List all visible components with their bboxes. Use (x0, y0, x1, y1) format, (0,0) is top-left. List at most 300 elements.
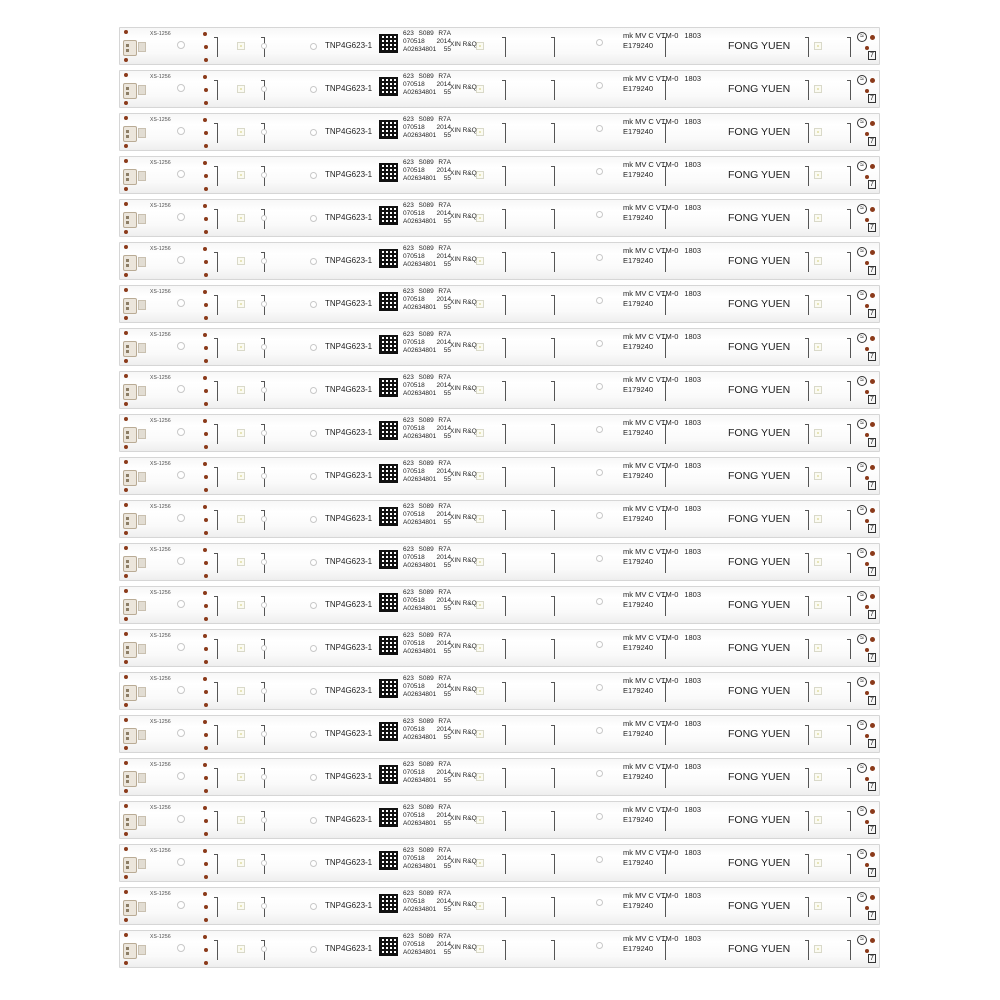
mount-hole (261, 774, 267, 780)
lot-line (403, 433, 451, 441)
led-chip (814, 601, 822, 609)
connector-pad (138, 214, 146, 224)
mount-hole (261, 430, 267, 436)
mount-hole (596, 168, 603, 175)
lot-left: 623 (403, 890, 414, 897)
cert-rating: mk MV C VTM-0 (623, 719, 679, 728)
cert-line-1 (623, 676, 701, 686)
lot-line (403, 390, 451, 398)
trace-tick (847, 768, 850, 769)
trace-tick (502, 295, 505, 296)
lot-right: R7A (438, 30, 451, 37)
lot-left: 070518 (403, 253, 425, 260)
solder-dot (203, 634, 207, 638)
cert-line-1 (623, 332, 701, 342)
mount-hole (310, 172, 317, 179)
lot-middle: S089 (418, 632, 434, 639)
trace-tick (214, 252, 217, 253)
mount-hole (310, 215, 317, 222)
led-chip (814, 945, 822, 953)
cert-date: 1803 (684, 719, 701, 728)
lot-left: A02634801 (403, 820, 437, 827)
lot-left: 070518 (403, 554, 425, 561)
cert-line-1 (623, 934, 701, 944)
lot-right: R7A (438, 761, 451, 768)
mount-hole (310, 129, 317, 136)
trace-mark (554, 510, 555, 530)
certification-text (623, 504, 701, 524)
certification-text (623, 289, 701, 309)
rank-mark: 7 (868, 266, 876, 275)
mount-hole (177, 385, 185, 393)
led-chip (237, 601, 245, 609)
mount-hole (596, 340, 603, 347)
cert-rating: mk MV C VTM-0 (623, 246, 679, 255)
solder-dot (203, 505, 207, 509)
lot-code (403, 116, 451, 140)
model-code: TNP4G623-1 (325, 858, 373, 867)
model-code: TNP4G623-1 (325, 729, 373, 738)
trace-tick (551, 424, 554, 425)
qr-code (379, 292, 398, 311)
led-chip (237, 859, 245, 867)
trace-mark (505, 209, 506, 229)
trace-mark (850, 768, 851, 788)
trace-tick (551, 123, 554, 124)
solder-dot (870, 895, 875, 900)
led-strip (119, 414, 880, 452)
solder-dot (865, 347, 869, 351)
lot-middle: S089 (418, 159, 434, 166)
led-chip (476, 300, 484, 308)
lot-middle: S089 (418, 503, 434, 510)
brand-name: FONG YUEN (728, 427, 791, 439)
mount-hole (596, 254, 603, 261)
solder-dot (124, 359, 128, 363)
cert-rating: mk MV C VTM-0 (623, 117, 679, 126)
trace-mark (505, 123, 506, 143)
mount-hole (261, 860, 267, 866)
solder-dot (124, 789, 128, 793)
mount-hole (310, 602, 317, 609)
connector-label: XS-1256 (150, 332, 171, 338)
trace-tick (502, 381, 505, 382)
lot-code (403, 890, 451, 914)
model-code: TNP4G623-1 (325, 471, 373, 480)
trace-mark (808, 897, 809, 917)
trace-tick (805, 37, 808, 38)
trace-tick (805, 682, 808, 683)
trace-tick (551, 682, 554, 683)
solder-dot (870, 293, 875, 298)
lot-right: R7A (438, 73, 451, 80)
cert-file-number: E179240 (623, 729, 654, 738)
lot-line (403, 339, 451, 347)
mount-hole (177, 815, 185, 823)
connector-pad (138, 300, 146, 310)
lot-code (403, 589, 451, 613)
solder-dot (865, 46, 869, 50)
lot-middle: S089 (418, 30, 434, 37)
trace-tick (214, 682, 217, 683)
trace-mark (554, 252, 555, 272)
trace-mark (217, 510, 218, 530)
rank-mark: 7 (868, 782, 876, 791)
led-chip (814, 429, 822, 437)
trace-tick (502, 37, 505, 38)
lot-line (403, 167, 451, 175)
solder-dot (124, 245, 128, 249)
mount-hole (310, 559, 317, 566)
lot-line (403, 726, 451, 734)
lot-line (403, 632, 451, 640)
trace-mark (850, 940, 851, 960)
solder-dot (865, 906, 869, 910)
rank-mark: 7 (868, 868, 876, 877)
lot-line (403, 648, 451, 656)
solder-dot (124, 933, 128, 937)
rank-mark: 7 (868, 51, 876, 60)
solder-dot (124, 202, 128, 206)
led-strip (119, 242, 880, 280)
solder-dot (204, 475, 208, 479)
solder-dot (203, 591, 207, 595)
trace-mark (505, 381, 506, 401)
solder-dot (870, 508, 875, 513)
solder-dot (124, 187, 128, 191)
lot-left: 070518 (403, 81, 425, 88)
trace-tick (214, 768, 217, 769)
solder-dot (124, 488, 128, 492)
cert-line-1 (623, 590, 701, 600)
trace-mark (505, 811, 506, 831)
solder-dot (204, 703, 208, 707)
cert-line-1 (623, 375, 701, 385)
trace-tick (805, 467, 808, 468)
solder-dot (124, 703, 128, 707)
trace-tick (261, 854, 264, 855)
trace-tick (261, 338, 264, 339)
trace-tick (847, 252, 850, 253)
lot-left: 623 (403, 159, 414, 166)
mount-hole (177, 213, 185, 221)
cert-file-number: E179240 (623, 643, 654, 652)
solder-dot (124, 288, 128, 292)
trace-mark (808, 424, 809, 444)
trace-tick (551, 639, 554, 640)
trace-tick (847, 381, 850, 382)
trace-mark (850, 854, 851, 874)
model-code: TNP4G623-1 (325, 256, 373, 265)
certification-text (623, 461, 701, 481)
solder-dot (204, 918, 208, 922)
lot-left: 623 (403, 417, 414, 424)
mount-hole (177, 471, 185, 479)
lot-left: A02634801 (403, 347, 437, 354)
solder-dot (124, 116, 128, 120)
solder-dot (124, 460, 128, 464)
recycle-icon: ≈ (857, 462, 867, 472)
trace-tick (847, 80, 850, 81)
trace-tick (551, 338, 554, 339)
led-chip (476, 429, 484, 437)
connector-label: XS-1256 (150, 160, 171, 166)
led-chip (237, 386, 245, 394)
lot-right: 2014 (436, 554, 451, 561)
lot-line (403, 941, 451, 949)
lot-line (403, 288, 451, 296)
cert-date: 1803 (684, 31, 701, 40)
lot-middle: S089 (418, 460, 434, 467)
lot-middle: S089 (418, 288, 434, 295)
led-strip (119, 672, 880, 710)
brand-name: FONG YUEN (728, 513, 791, 525)
cert-rating: mk MV C VTM-0 (623, 934, 679, 943)
solder-dot (203, 806, 207, 810)
led-chip (237, 128, 245, 136)
trace-mark (808, 467, 809, 487)
lot-right: 55 (443, 89, 451, 96)
mount-hole (261, 344, 267, 350)
mount-hole (310, 430, 317, 437)
trace-tick (261, 811, 264, 812)
trace-tick (261, 123, 264, 124)
lot-right: R7A (438, 245, 451, 252)
recycle-icon: ≈ (857, 247, 867, 257)
trace-tick (502, 166, 505, 167)
lot-code (403, 288, 451, 312)
cert-line-1 (623, 504, 701, 514)
solder-dot (204, 832, 208, 836)
solder-dot (124, 918, 128, 922)
trace-mark (808, 811, 809, 831)
trace-tick (847, 209, 850, 210)
lot-line (403, 132, 451, 140)
cert-line-1 (623, 461, 701, 471)
qr-code (379, 636, 398, 655)
trace-mark (505, 80, 506, 100)
connector-pad (138, 472, 146, 482)
solder-dot (203, 935, 207, 939)
connector-pad (138, 515, 146, 525)
cert-file-number: E179240 (623, 600, 654, 609)
certification-text (623, 117, 701, 137)
trace-tick (261, 37, 264, 38)
manufacturer-label: XIN R&Q (450, 815, 477, 822)
lot-line (403, 847, 451, 855)
cert-date: 1803 (684, 547, 701, 556)
solder-dot (203, 548, 207, 552)
mount-hole (596, 512, 603, 519)
cert-date: 1803 (684, 461, 701, 470)
lot-code (403, 331, 451, 355)
mount-hole (596, 555, 603, 562)
connector-label: XS-1256 (150, 633, 171, 639)
trace-mark (217, 209, 218, 229)
brand-name: FONG YUEN (728, 556, 791, 568)
solder-dot (124, 316, 128, 320)
trace-tick (214, 553, 217, 554)
solder-dot (865, 175, 869, 179)
led-strip (119, 199, 880, 237)
trace-tick (551, 166, 554, 167)
manufacturer-label: XIN R&Q (450, 729, 477, 736)
trace-mark (217, 725, 218, 745)
mount-hole (177, 170, 185, 178)
connector-pad (138, 902, 146, 912)
lot-right: 55 (443, 519, 451, 526)
solder-dot (204, 45, 208, 49)
lot-middle: S089 (418, 804, 434, 811)
trace-tick (261, 940, 264, 941)
lot-right: 2014 (436, 941, 451, 948)
trace-mark (505, 897, 506, 917)
solder-dot (203, 333, 207, 337)
model-code: TNP4G623-1 (325, 299, 373, 308)
trace-mark (850, 252, 851, 272)
lot-right: R7A (438, 503, 451, 510)
trace-mark (554, 897, 555, 917)
mount-hole (261, 172, 267, 178)
trace-mark (850, 381, 851, 401)
lot-left: 070518 (403, 339, 425, 346)
cert-rating: mk MV C VTM-0 (623, 547, 679, 556)
cert-rating: mk MV C VTM-0 (623, 332, 679, 341)
rank-mark: 7 (868, 352, 876, 361)
trace-mark (217, 80, 218, 100)
brand-name: FONG YUEN (728, 728, 791, 740)
trace-tick (261, 553, 264, 554)
led-chip (237, 902, 245, 910)
recycle-icon: ≈ (857, 204, 867, 214)
recycle-icon: ≈ (857, 290, 867, 300)
lot-left: A02634801 (403, 433, 437, 440)
solder-dot (865, 605, 869, 609)
trace-tick (502, 811, 505, 812)
trace-tick (805, 381, 808, 382)
lot-left: 623 (403, 288, 414, 295)
connector-label: XS-1256 (150, 676, 171, 682)
recycle-icon: ≈ (857, 505, 867, 515)
trace-mark (808, 37, 809, 57)
solder-dot (203, 32, 207, 36)
cert-file-number: E179240 (623, 127, 654, 136)
lot-left: A02634801 (403, 734, 437, 741)
certification-text (623, 676, 701, 696)
recycle-icon: ≈ (857, 763, 867, 773)
solder-dot (204, 101, 208, 105)
lot-middle: S089 (418, 675, 434, 682)
connector-label: XS-1256 (150, 461, 171, 467)
rank-mark: 7 (868, 94, 876, 103)
lot-left: A02634801 (403, 261, 437, 268)
trace-mark (554, 940, 555, 960)
lot-right: 2014 (436, 425, 451, 432)
cert-rating: mk MV C VTM-0 (623, 805, 679, 814)
trace-mark (217, 682, 218, 702)
trace-tick (805, 854, 808, 855)
mount-hole (261, 688, 267, 694)
lot-right: R7A (438, 847, 451, 854)
trace-tick (502, 123, 505, 124)
lot-middle: S089 (418, 933, 434, 940)
led-chip (814, 773, 822, 781)
cert-date: 1803 (684, 676, 701, 685)
connector-label: XS-1256 (150, 246, 171, 252)
cert-rating: mk MV C VTM-0 (623, 504, 679, 513)
cert-rating: mk MV C VTM-0 (623, 633, 679, 642)
solder-dot (204, 58, 208, 62)
lot-line (403, 210, 451, 218)
trace-tick (551, 295, 554, 296)
mount-hole (596, 211, 603, 218)
led-chip (237, 558, 245, 566)
lot-middle: S089 (418, 890, 434, 897)
solder-dot (870, 766, 875, 771)
solder-dot (124, 875, 128, 879)
lot-line (403, 546, 451, 554)
solder-dot (204, 346, 208, 350)
led-strip (119, 887, 880, 925)
qr-code (379, 77, 398, 96)
trace-mark (217, 123, 218, 143)
solder-dot (124, 273, 128, 277)
lot-left: 070518 (403, 382, 425, 389)
mount-hole (596, 598, 603, 605)
trace-tick (847, 854, 850, 855)
solder-dot (870, 121, 875, 126)
led-chip (814, 85, 822, 93)
trace-mark (217, 381, 218, 401)
lot-right: 55 (443, 906, 451, 913)
led-chip (237, 773, 245, 781)
manufacturer-label: XIN R&Q (450, 299, 477, 306)
cert-file-number: E179240 (623, 514, 654, 523)
trace-mark (554, 553, 555, 573)
trace-mark (554, 166, 555, 186)
solder-dot (124, 159, 128, 163)
lot-line (403, 38, 451, 46)
mount-hole (261, 602, 267, 608)
trace-tick (261, 424, 264, 425)
lot-left: A02634801 (403, 863, 437, 870)
solder-dot (204, 789, 208, 793)
trace-tick (502, 424, 505, 425)
led-chip (814, 42, 822, 50)
solder-dot (124, 30, 128, 34)
manufacturer-label: XIN R&Q (450, 772, 477, 779)
model-code: TNP4G623-1 (325, 213, 373, 222)
cert-rating: mk MV C VTM-0 (623, 590, 679, 599)
cert-date: 1803 (684, 246, 701, 255)
cert-line-1 (623, 762, 701, 772)
trace-tick (502, 940, 505, 941)
cert-date: 1803 (684, 117, 701, 126)
trace-tick (551, 596, 554, 597)
brand-name: FONG YUEN (728, 857, 791, 869)
lot-line (403, 605, 451, 613)
trace-tick (551, 725, 554, 726)
brand-name: FONG YUEN (728, 341, 791, 353)
lot-line (403, 218, 451, 226)
solder-dot (203, 677, 207, 681)
solder-dot (204, 617, 208, 621)
connector (123, 599, 137, 615)
mount-hole (261, 731, 267, 737)
solder-dot (204, 402, 208, 406)
led-chip (237, 945, 245, 953)
lot-right: R7A (438, 589, 451, 596)
